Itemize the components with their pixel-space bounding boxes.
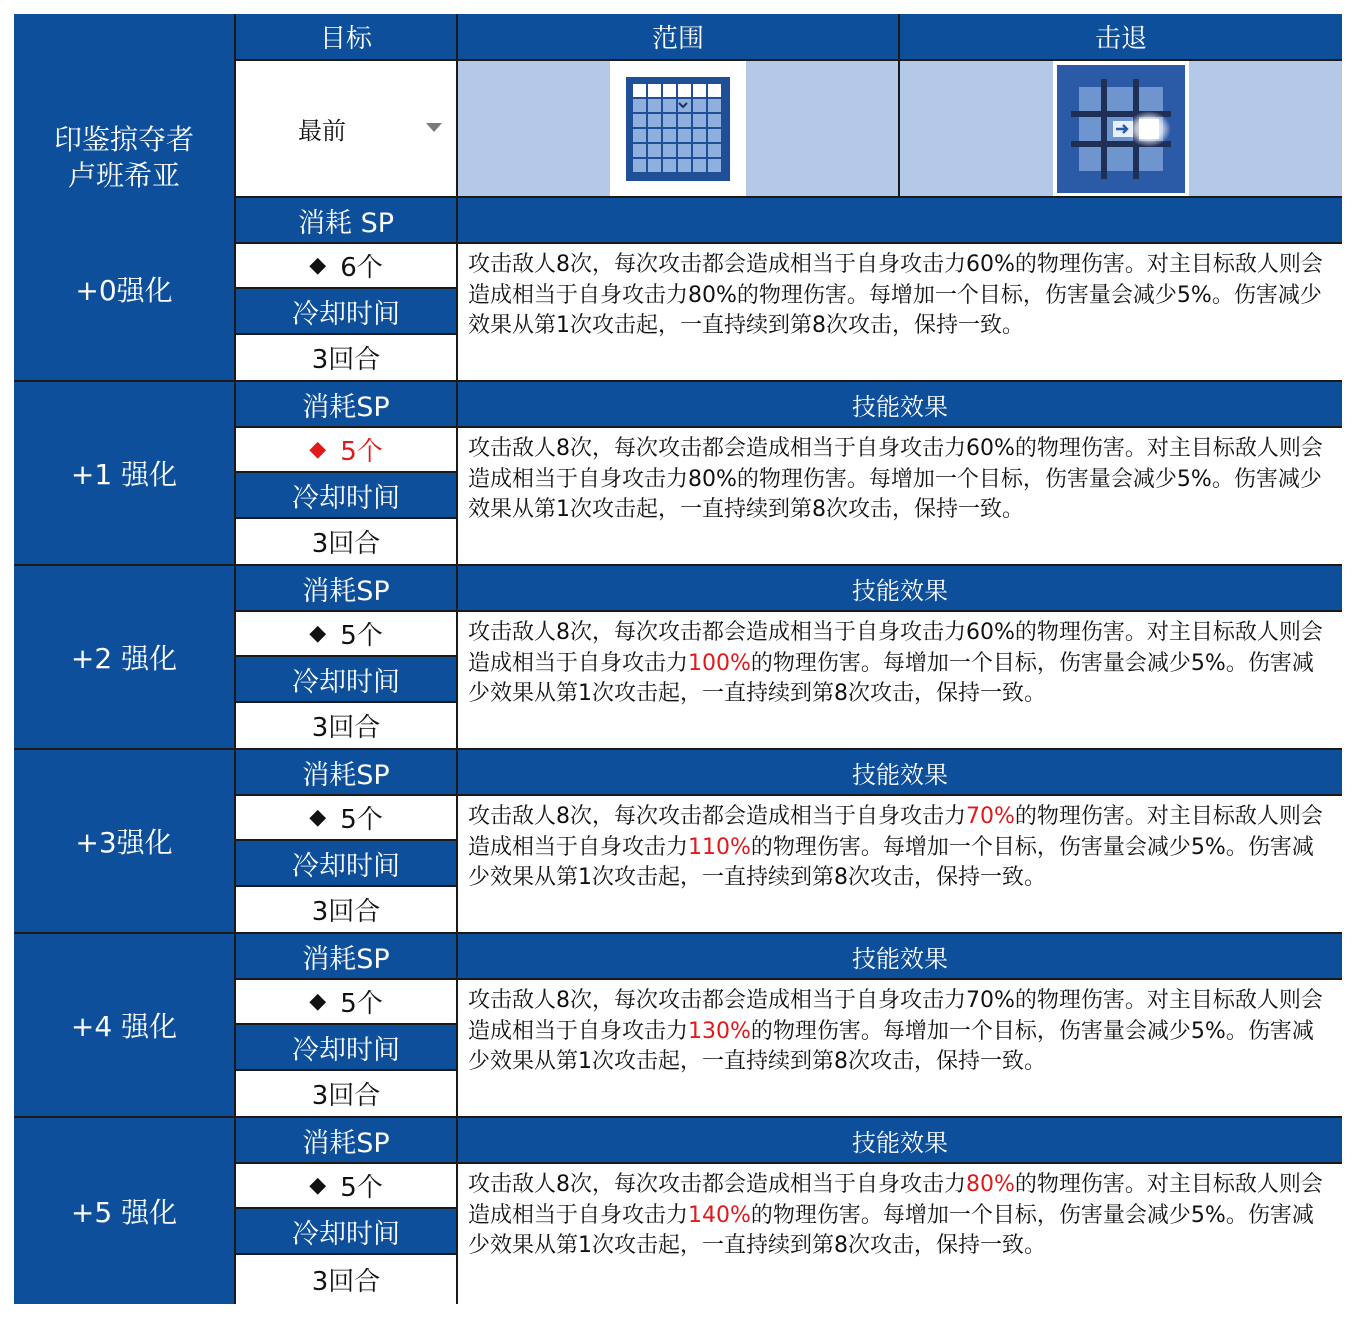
- range-grid-cell: [693, 84, 706, 97]
- range-grid-cell: [633, 84, 646, 97]
- description-text: 的物理伤害。对主目标敌人则会造成相当于自身攻击力: [468, 620, 1323, 676]
- description-text: 的物理伤害。每增加一个目标，伤害量会减少5%。伤害减少效果从第1次攻击起，一直持续到第8次攻击，保持一致。: [468, 1202, 1314, 1258]
- sp-cost-value: 5个: [340, 621, 383, 651]
- damage-percent-main-target: 110%: [688, 834, 751, 860]
- sp-cost-value: 5个: [340, 989, 383, 1019]
- cooldown-value: 3回合: [311, 897, 381, 927]
- sp-cost-header: [236, 1118, 456, 1162]
- cooldown-header-label: 冷却时间: [292, 298, 400, 330]
- range-grid-cell: [708, 144, 721, 157]
- description-text: 攻击敌人8次，每次攻击都会造成相当于自身攻击力: [468, 804, 966, 829]
- range-grid-cell: [708, 114, 721, 127]
- skill-description: [458, 980, 1342, 1116]
- range-grid-cell: [663, 144, 676, 157]
- diamond-icon: ◆: [309, 253, 327, 278]
- skill-effect-header: [458, 934, 1342, 978]
- sp-cost-value-cell: [236, 796, 456, 839]
- description-text: 的物理伤害。每增加一个目标，伤害量会减少5%。伤害减少效果从第1次攻击起，一直持续到第8次攻击，保持一致。: [468, 650, 1314, 706]
- cooldown-value-cell: [236, 703, 456, 748]
- range-grid-cell: [693, 144, 706, 157]
- damage-percent-main-target: 100%: [688, 650, 751, 676]
- damage-percent-main-target: 80%: [688, 282, 737, 308]
- skill-effect-header-label: 技能效果: [852, 576, 948, 605]
- description-text: 攻击敌人8次，每次攻击都会造成相当于自身攻击力: [468, 436, 966, 461]
- cooldown-value-cell: [236, 519, 456, 564]
- range-header-label: 范围: [651, 24, 704, 54]
- skill-table: [14, 14, 1342, 1304]
- damage-percent-primary: 60%: [966, 620, 1015, 645]
- range-grid-cell: [633, 114, 646, 127]
- range-grid-cell: [648, 114, 661, 127]
- description-text: 攻击敌人8次，每次攻击都会造成相当于自身攻击力: [468, 988, 966, 1013]
- knockback-cell: [900, 61, 1342, 196]
- character-name-line1: 印鉴掠夺者: [53, 123, 194, 156]
- level-label-cell: [14, 934, 234, 1116]
- level-label: +2 强化: [70, 642, 178, 675]
- range-grid-cell: [708, 159, 721, 172]
- sp-cost-value: 5个: [340, 805, 383, 835]
- range-grid-cell: [663, 114, 676, 127]
- range-grid-cell: [678, 129, 691, 142]
- sp-cost-header-label: 消耗SP: [302, 391, 390, 423]
- grid-range-icon: [626, 77, 730, 181]
- cooldown-header: [236, 1025, 456, 1069]
- range-grid-cell: [678, 84, 691, 97]
- range-grid-cell: [633, 159, 646, 172]
- description-text: 的物理伤害。对主目标敌人则会造成相当于自身攻击力: [468, 804, 1323, 860]
- sp-cost-value-cell: [236, 980, 456, 1023]
- target-dropdown[interactable]: [236, 61, 456, 196]
- range-grid-cell: [663, 129, 676, 142]
- sp-cost-value-cell: [236, 428, 456, 471]
- damage-percent-primary: 80%: [966, 1172, 1015, 1197]
- range-grid-cell: [708, 84, 721, 97]
- cooldown-header-label: 冷却时间: [292, 850, 400, 882]
- description-text: 的物理伤害。对主目标敌人则会造成相当于自身攻击力: [468, 1172, 1323, 1228]
- description-text: 的物理伤害。每增加一个目标，伤害量会减少5%。伤害减少效果从第1次攻击起，一直持续到第8次攻击，保持一致。: [468, 1018, 1314, 1074]
- sp-cost-value-cell: [236, 1164, 456, 1207]
- skill-effect-header: [458, 566, 1342, 610]
- range-grid-cell: [648, 129, 661, 142]
- description-text: 的物理伤害。每增加一个目标，伤害量会减少5%。伤害减少效果从第1次攻击起，一直持续到第8次攻击，保持一致。: [468, 282, 1322, 338]
- sp-cost-header-label: 消耗SP: [302, 759, 390, 791]
- range-grid-cell: [678, 144, 691, 157]
- range-cell: [458, 61, 898, 196]
- level-label-cell: [14, 244, 234, 334]
- range-grid-cell: [648, 144, 661, 157]
- range-grid-cell: [648, 99, 661, 112]
- level-label-cell: [14, 750, 234, 932]
- level-label: +3强化: [75, 826, 173, 859]
- chevron-down-icon[interactable]: [426, 123, 442, 132]
- range-grid-cell: [633, 99, 646, 112]
- range-grid-cell: [678, 159, 691, 172]
- range-grid-cell: [648, 159, 661, 172]
- diamond-icon: ◆: [309, 621, 327, 646]
- range-header: [458, 14, 898, 59]
- damage-percent-primary: 70%: [966, 804, 1015, 829]
- skill-effect-header-label: 技能效果: [852, 1128, 948, 1157]
- cooldown-value-cell: [236, 335, 456, 380]
- range-grid-cell: [663, 99, 676, 112]
- diamond-icon: ◆: [309, 805, 327, 830]
- level-label-cell: [14, 566, 234, 748]
- description-text: 的物理伤害。每增加一个目标，伤害量会减少5%。伤害减少效果从第1次攻击起，一直持续到第8次攻击，保持一致。: [468, 466, 1322, 522]
- sp-cost-header-label: 消耗SP: [302, 575, 390, 607]
- cooldown-value: 3回合: [311, 1267, 381, 1297]
- skill-effect-header: [458, 750, 1342, 794]
- cooldown-value: 3回合: [311, 1081, 381, 1111]
- push-arrow-icon: [1057, 65, 1185, 193]
- skill-description: [458, 1164, 1342, 1304]
- skill-description: [458, 428, 1342, 564]
- description-text: 的物理伤害。对主目标敌人则会造成相当于自身攻击力: [468, 988, 1323, 1044]
- cooldown-value-cell: [236, 1071, 456, 1116]
- cooldown-value: 3回合: [311, 345, 381, 375]
- skill-description: [458, 244, 1342, 380]
- level-label: +4 强化: [70, 1010, 178, 1043]
- diamond-icon: ◆: [309, 1173, 327, 1198]
- damage-percent-primary: 60%: [966, 252, 1015, 277]
- target-header: [236, 14, 456, 59]
- sp-cost-header: [236, 566, 456, 610]
- sp-cost-header: [236, 750, 456, 794]
- sp-cost-header-label: 消耗SP: [302, 1127, 390, 1159]
- range-grid-cell: [663, 159, 676, 172]
- cooldown-header: [236, 657, 456, 701]
- description-text: 攻击敌人8次，每次攻击都会造成相当于自身攻击力: [468, 620, 966, 645]
- skill-description: [458, 612, 1342, 748]
- knockback-icon-frame: [1053, 61, 1189, 196]
- cooldown-header-label: 冷却时间: [292, 482, 400, 514]
- damage-percent-main-target: 130%: [688, 1018, 751, 1044]
- cooldown-header: [236, 289, 456, 333]
- skill-description: [458, 796, 1342, 932]
- sp-cost-header-label: 消耗SP: [302, 943, 390, 975]
- description-text: 的物理伤害。对主目标敌人则会造成相当于自身攻击力: [468, 252, 1323, 308]
- range-grid-cell: [633, 129, 646, 142]
- skill-effect-header: [458, 1118, 1342, 1162]
- description-text: 攻击敌人8次，每次攻击都会造成相当于自身攻击力: [468, 1172, 966, 1197]
- skill-effect-header-label: 技能效果: [852, 760, 948, 789]
- cooldown-header: [236, 1209, 456, 1253]
- level-label-cell: [14, 1118, 234, 1304]
- damage-percent-main-target: 80%: [688, 466, 737, 492]
- cooldown-value: 3回合: [311, 529, 381, 559]
- character-name-line2: 卢班希亚: [67, 159, 180, 192]
- sp-cost-header: [236, 382, 456, 426]
- sp-cost-header: [236, 198, 456, 242]
- sp-cost-value: 5个: [340, 1173, 383, 1203]
- skill-effect-header-label: 技能效果: [852, 392, 948, 421]
- sp-cost-value-cell: [236, 612, 456, 655]
- skill-effect-header-label: 技能效果: [852, 944, 948, 973]
- range-grid-cell: [693, 129, 706, 142]
- range-grid-cell: [693, 99, 706, 112]
- range-grid-cell: [678, 114, 691, 127]
- sp-cost-value-cell: [236, 244, 456, 287]
- skill-effect-header: [458, 198, 1342, 242]
- description-text: 的物理伤害。对主目标敌人则会造成相当于自身攻击力: [468, 436, 1323, 492]
- diamond-icon: ◆: [309, 437, 327, 462]
- range-grid-cell: [693, 159, 706, 172]
- description-text: 攻击敌人8次，每次攻击都会造成相当于自身攻击力: [468, 252, 966, 277]
- target-header-label: 目标: [319, 24, 372, 54]
- level-label: +1 强化: [70, 458, 178, 491]
- range-grid-cell: [663, 84, 676, 97]
- range-grid-cell: [633, 144, 646, 157]
- level-label: +0强化: [75, 274, 173, 307]
- level-label-cell: [14, 382, 234, 564]
- damage-percent-main-target: 140%: [688, 1202, 751, 1228]
- cooldown-header-label: 冷却时间: [292, 1218, 400, 1250]
- sp-cost-header-label: 消耗 SP: [297, 207, 394, 239]
- sp-cost-value: 5个: [340, 437, 383, 467]
- description-text: 的物理伤害。每增加一个目标，伤害量会减少5%。伤害减少效果从第1次攻击起，一直持续到第8次攻击，保持一致。: [468, 834, 1314, 890]
- skill-effect-header: [458, 382, 1342, 426]
- cooldown-header-label: 冷却时间: [292, 1034, 400, 1066]
- knockback-header: [900, 14, 1342, 59]
- sp-cost-value: 6个: [340, 253, 383, 283]
- level-label: +5 强化: [70, 1196, 178, 1229]
- range-grid-cell: [708, 129, 721, 142]
- cooldown-value: 3回合: [311, 713, 381, 743]
- range-grid-cell: [648, 84, 661, 97]
- damage-percent-primary: 70%: [966, 988, 1015, 1013]
- knockback-header-label: 击退: [1094, 24, 1147, 54]
- cooldown-value-cell: [236, 887, 456, 932]
- cooldown-header-label: 冷却时间: [292, 666, 400, 698]
- cooldown-header: [236, 473, 456, 517]
- damage-percent-primary: 60%: [966, 436, 1015, 461]
- range-grid-cell: [693, 114, 706, 127]
- range-grid-cell: [708, 99, 721, 112]
- cooldown-value-cell: [236, 1255, 456, 1304]
- cooldown-header: [236, 841, 456, 885]
- sp-cost-header: [236, 934, 456, 978]
- target-dropdown-value: 最前: [298, 117, 346, 145]
- range-icon-frame: [610, 61, 746, 196]
- diamond-icon: ◆: [309, 989, 327, 1014]
